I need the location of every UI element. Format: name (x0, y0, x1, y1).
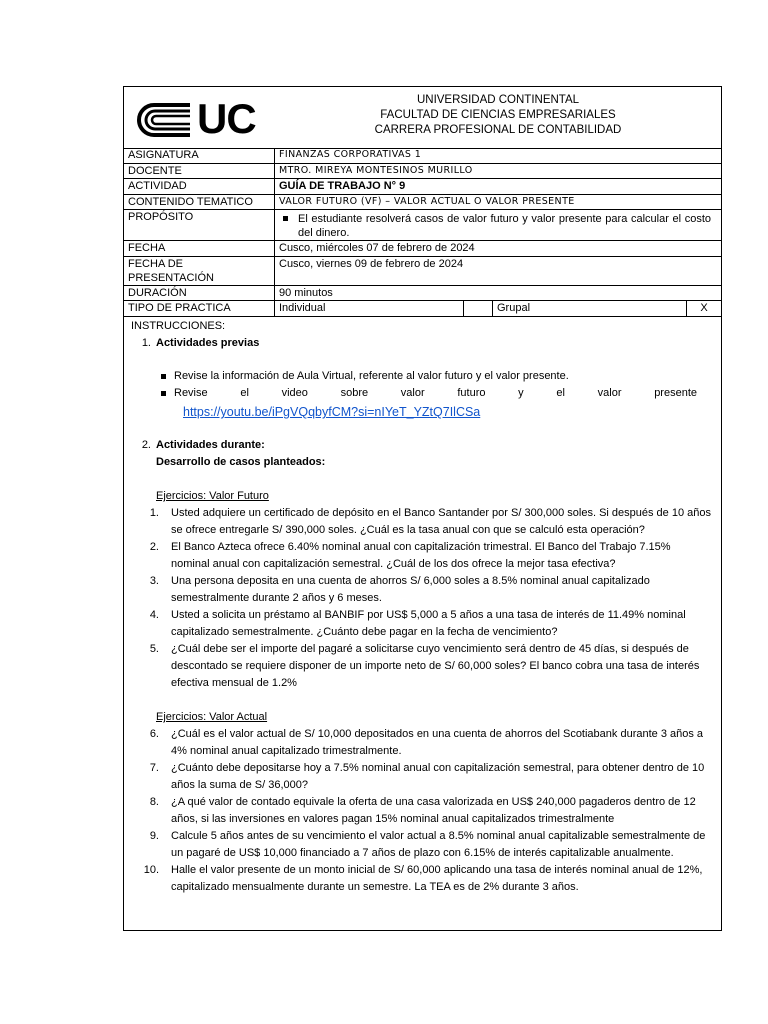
exercise-text: ¿Cuál debe ser el importe del pagaré a solicitarse cuyo vencimiento será dentro de 45 días, si después de descontado se requiere disponer de un importe neto de S/ 60,000 soles? El banco cobra una tasa de interés efectiva mensual de 1.2% (171, 643, 700, 689)
exercise-text: ¿Cuánto debe depositarse hoy a 7.5% nominal anual con capitalización semestral, para obtener dentro de 10 años la suma de S/ 36,000? (171, 762, 705, 791)
row-fecha-presentacion (124, 256, 721, 285)
exercise-text: Halle el valor presente de un monto inicial de S/ 60,000 aplicando una tasa de interés nominal anual de 12%, capitalizado mensualmente durante un semestre. La TEA es de 2% durante 3 años. (171, 864, 703, 893)
docente-label: DOCENTE (124, 163, 275, 179)
bullet-text: Revise la información de Aula Virtual, referente al valor futuro y el valor presente. (174, 370, 569, 382)
duracion-value: 90 minutos (275, 285, 722, 301)
fecha-label: FECHA (124, 241, 275, 257)
institution-heading (324, 93, 672, 138)
exercise-item (141, 573, 721, 607)
square-bullet-icon (161, 391, 166, 396)
fecha-value: Cusco, miércoles 07 de febrero de 2024 (275, 241, 722, 257)
section-1-heading (131, 335, 721, 352)
video-link[interactable]: https://youtu.be/iPgVQqbyfCM?si=nIYeT_YZtQ7IlCSa (183, 405, 481, 419)
tipo-grupal-mark: X (687, 301, 722, 317)
exercise-number: 6. (149, 728, 159, 740)
exercise-item (141, 760, 721, 794)
exercise-number: 8. (149, 796, 159, 808)
exercise-item (141, 539, 721, 573)
actividad-value: GUÍA DE TRABAJO N° 9 (275, 179, 722, 195)
bullet-text: Revise el video sobre valor futuro y el valor presente (174, 387, 697, 399)
section-2-subtitle: Desarrollo de casos planteados: (156, 456, 326, 468)
fecha-presentacion-value: Cusco, viernes 09 de febrero de 2024 (275, 256, 722, 285)
row-asignatura (124, 148, 721, 163)
document-frame (123, 86, 722, 931)
exercise-text: Calcule 5 años antes de su vencimiento el valor actual a 8.5% nominal anual capitalizable semestralmente de un pagaré de US$ 10,000 financiado a 7 años de plazo con 6.15% de interés capitalizable anualmente. (171, 830, 706, 859)
asignatura-value: FINANZAS CORPORATIVAS 1 (275, 148, 722, 163)
list-item (161, 368, 721, 385)
exercise-text: Una persona deposita en una cuenta de ahorros S/ 6,000 soles a 8.5% nominal anual capitalizado semestralmente durante 2 años y 6 meses. (171, 575, 650, 604)
exercise-number: 9. (149, 830, 159, 842)
va-title (156, 709, 721, 726)
list-item (161, 385, 721, 402)
exercise-item (141, 505, 721, 539)
square-bullet-icon (161, 374, 166, 379)
section-2-title: Actividades durante: (156, 439, 265, 451)
exercise-number: 3. (149, 575, 159, 587)
vf-title-text: Ejercicios: Valor Futuro (156, 490, 269, 502)
section-2-heading (131, 437, 721, 454)
section-1-title: Actividades previas (156, 337, 260, 349)
contenido-value: VALOR FUTURO (VF) – VALOR ACTUAL O VALOR PRESENTE (275, 194, 722, 210)
tipo-individual-label: Individual (275, 301, 464, 317)
university-name: UNIVERSIDAD CONTINENTAL (416, 94, 580, 106)
exercise-item (141, 641, 721, 692)
fecha-presentacion-label: FECHA DE PRESENTACIÓN (124, 256, 275, 285)
exercise-text: El Banco Azteca ofrece 6.40% nominal anual con capitalización trimestral. El Banco del Trabajo 7.15% nominal anual con capitalización semestral. ¿Cuál de los dos ofrece la mejor tasa efectiva? (171, 541, 671, 570)
exercise-text: Usted adquiere un certificado de depósito en el Banco Santander por S/ 300,000 soles. Si después de 10 años se ofrece entregarle S/ 390,000 soles. ¿Cuál es la tasa anual con que se calculó esta operación? (171, 507, 711, 536)
proposito-value: El estudiante resolverá casos de valor futuro y valor presente para calcular el costo del dinero. (298, 213, 711, 239)
exercise-number: 7. (149, 762, 159, 774)
exercise-number: 10. (143, 864, 159, 876)
exercise-number: 1. (149, 507, 159, 519)
exercise-item (141, 794, 721, 828)
row-contenido (124, 194, 721, 210)
row-proposito (124, 210, 721, 241)
exercise-item (141, 607, 721, 641)
duracion-label: DURACIÓN (124, 285, 275, 301)
uc-logo-text: UC (197, 95, 256, 142)
uc-logo (134, 95, 259, 142)
vf-title (156, 488, 721, 505)
row-fecha (124, 241, 721, 257)
exercise-number: 5. (149, 643, 159, 655)
square-bullet-icon (283, 216, 288, 221)
exercise-text: Usted a solicita un préstamo al BANBIF por US$ 5,000 a 5 años a una tasa de interés de 11.49% nominal capitalizado semestralmente. ¿Cuánto debe pagar en la fecha de vencimiento? (171, 609, 686, 638)
row-docente (124, 163, 721, 179)
uc-logo-mark-icon (134, 101, 194, 139)
tipo-practica-label: TIPO DE PRACTICA (124, 301, 275, 317)
actividad-label: ACTIVIDAD (124, 179, 275, 195)
exercise-item (141, 726, 721, 760)
vf-exercise-list (131, 505, 721, 692)
va-title-text: Ejercicios: Valor Actual (156, 711, 268, 723)
exercise-item (141, 862, 721, 896)
tipo-individual-mark (464, 301, 493, 317)
contenido-label: CONTENIDO TEMATICO (124, 194, 275, 210)
section-2-number: 2. (141, 439, 151, 451)
proposito-label: PROPÓSITO (124, 210, 275, 241)
instructions-section (131, 318, 721, 896)
proposito-cell (275, 210, 722, 241)
row-tipo-practica (124, 301, 721, 317)
exercise-number: 4. (149, 609, 159, 621)
exercise-text: ¿A qué valor de contado equivale la oferta de una casa valorizada en US$ 240,000 pagaderos dentro de 12 años, si las inversiones en valores pagan 15% nominal anual capitalizados trimestralmente (171, 796, 696, 825)
faculty-name: FACULTAD DE CIENCIAS EMPRESARIALES (380, 109, 616, 121)
row-duracion (124, 285, 721, 301)
exercise-text: ¿Cuál es el valor actual de S/ 10,000 depositados en una cuenta de ahorros del Scotiabank durante 3 años a 4% nominal anual capitalizado trimestralmente. (171, 728, 704, 757)
exercise-item (141, 828, 721, 862)
section-1-number: 1. (141, 337, 151, 349)
tipo-grupal-label: Grupal (493, 301, 687, 317)
asignatura-label: ASIGNATURA (124, 148, 275, 163)
career-name: CARRERA PROFESIONAL DE CONTABILIDAD (374, 124, 622, 136)
instructions-title: INSTRUCCIONES: (131, 320, 226, 332)
va-exercise-list (131, 726, 721, 896)
docente-value: MTRO. MIREYA MONTESINOS MURILLO (275, 163, 722, 179)
document-header (124, 87, 721, 149)
row-actividad (124, 179, 721, 195)
exercise-number: 2. (149, 541, 159, 553)
course-info-table (124, 148, 721, 317)
